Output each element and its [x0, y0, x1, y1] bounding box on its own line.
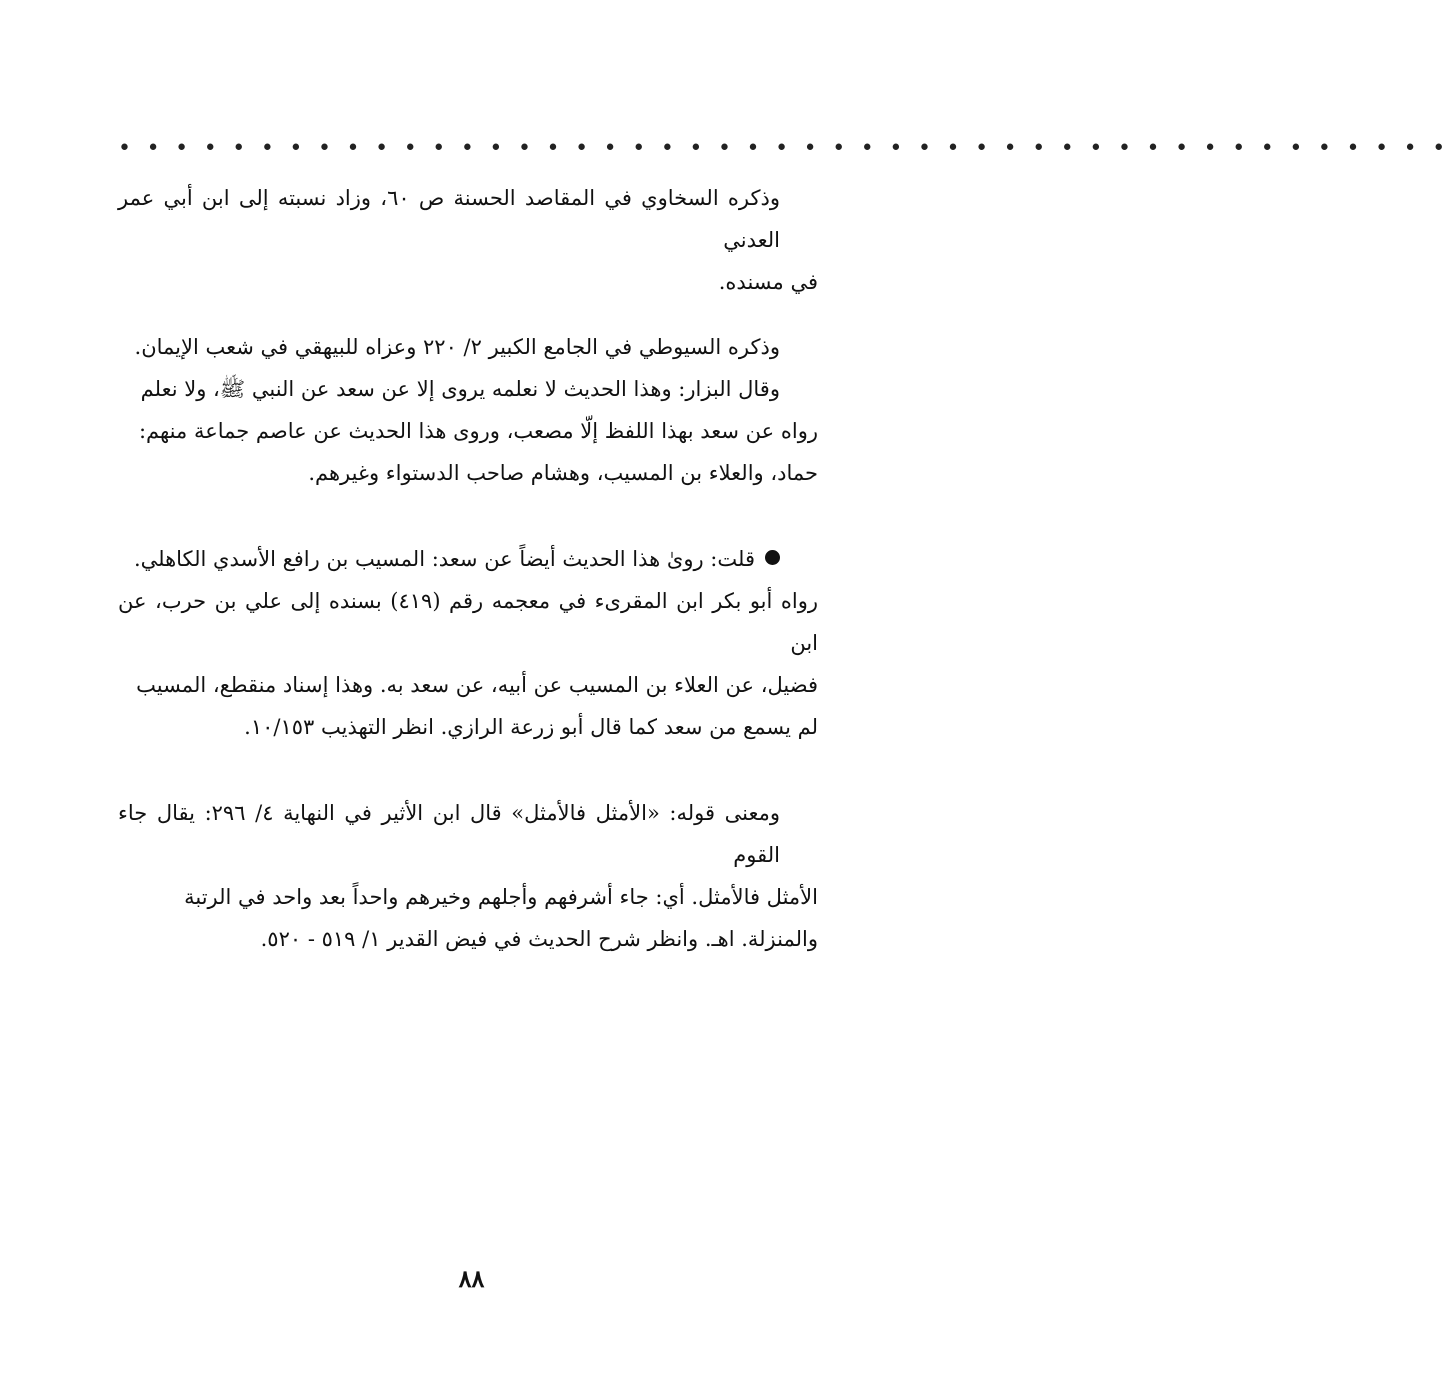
text-line: رواه عن سعد بهذا اللفظ إلّا مصعب، وروى هذا الحديث عن عاصم جماعة منهم: [138, 419, 818, 443]
page-number: ٨٨ [458, 1264, 485, 1293]
paragraph-qultu [118, 538, 818, 748]
text-line: وذكره السخاوي في المقاصد الحسنة ص ٦٠، وزاد نسبته إلى ابن أبي عمر العدني [118, 186, 780, 252]
text-line: والمنزلة. اهـ. وانظر شرح الحديث في فيض القدير ١/ ٥١٩ - ٥٢٠. [260, 927, 818, 951]
text-line: الأمثل فالأمثل. أي: جاء أشرفهم وأجلهم وخيرهم واحداً بعد واحد في الرتبة [184, 885, 818, 909]
text-line [118, 538, 818, 580]
footnote-text [118, 177, 818, 960]
bullet-icon [765, 550, 780, 565]
text-line: فضيل، عن العلاء بن المسيب عن أبيه، عن سعد به. وهذا إسناد منقطع، المسيب [136, 673, 818, 697]
text-line-content: قلت: روىٰ هذا الحديث أيضاً عن سعد: المسيب بن رافع الأسدي الكاهلي. [133, 547, 755, 571]
text-line: ومعنى قوله: «الأمثل فالأمثل» قال ابن الأثير في النهاية ٤/ ٢٩٦: يقال جاء القوم [118, 801, 780, 867]
paragraph-suyuti [118, 326, 818, 494]
paragraph-amthal [118, 792, 818, 960]
text-line: وذكره السيوطي في الجامع الكبير ٢/ ٢٢٠ وعزاه للبيهقي في شعب الإيمان. [134, 335, 780, 359]
footnote-separator: • • • • • • • • • • • • • • • • • • • • • • • • • • • • • • • • • • • • • • • • • • • • • • • [118, 136, 1449, 161]
text-line: رواه أبو بكر ابن المقرىء في معجمه رقم (٤١٩) بسنده إلى علي بن حرب، عن ابن [118, 589, 818, 655]
text-line: لم يسمع من سعد كما قال أبو زرعة الرازي. انظر التهذيب ١٠/١٥٣. [244, 715, 818, 739]
text-line: وقال البزار: وهذا الحديث لا نعلمه يروى إلا عن سعد عن النبي ﷺ، ولا نعلم [140, 377, 780, 401]
text-line: في مسنده. [718, 270, 818, 294]
text-line: حماد، والعلاء بن المسيب، وهشام صاحب الدستواء وغيرهم. [308, 461, 818, 485]
paragraph-sakhawi [118, 177, 818, 303]
